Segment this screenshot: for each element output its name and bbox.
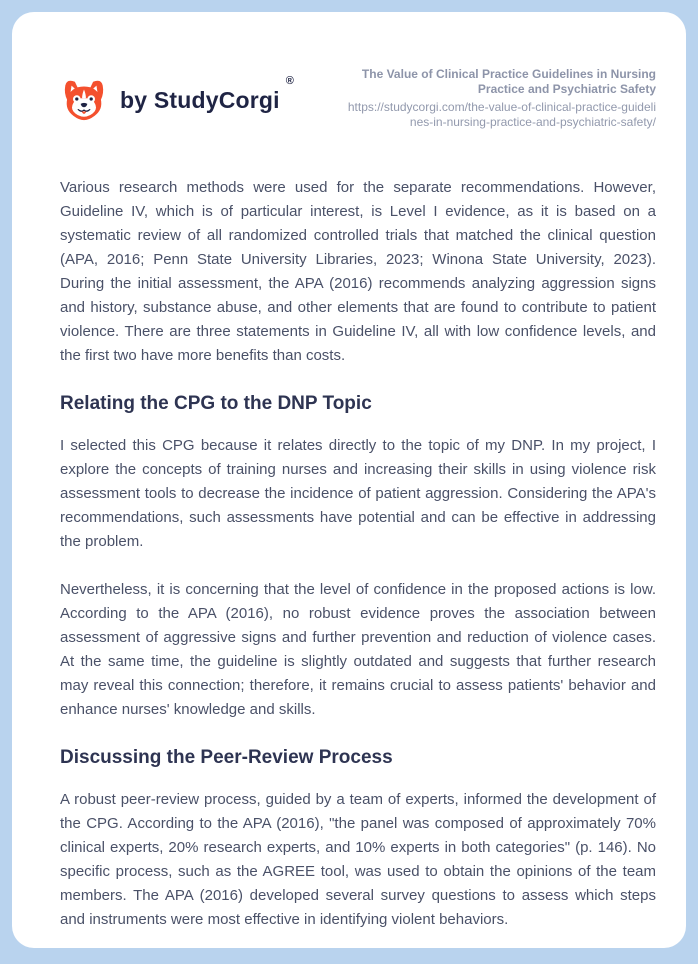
brand-logo[interactable]	[60, 77, 294, 123]
registered-trademark-icon: ®	[285, 75, 294, 87]
document-header	[60, 67, 656, 130]
paragraph-peer-review: A robust peer-review process, guided by a team of experts, informed the development of the CPG. According to the APA (2016), "the panel was composed of approximately 70% clinical experts, 20% research experts, and 10% experts in both categories" (p. 146). No specific process, such as the AGREE tool, was used to obtain the opinions of the team members. The APA (2016) developed several survey questions to assess which steps and instruments were most effective in identifying violent behaviors.	[60, 791, 656, 928]
paragraph-confidence-concern: Nevertheless, it is concerning that the level of confidence in the proposed actions is low. According to the APA (2016), no robust evidence proves the association between assessment of aggressive signs and further prevention and reduction of violence cases. At the same time, the guideline is slightly outdated and suggests that further research may reveal this connection; therefore, it remains crucial to assess patients' behavior and enhance nurses' knowledge and skills.	[60, 581, 656, 718]
document-url-link[interactable]: https://studycorgi.com/the-value-of-clinical-practice-guidelines-in-nursing-practice-and-psychiatric-safety/	[347, 100, 656, 129]
section-heading-peer-review: Discussing the Peer-Review Process	[60, 747, 393, 768]
corgi-face-icon	[60, 77, 108, 123]
document-title: The Value of Clinical Practice Guidelines in Nursing Practice and Psychiatric Safety	[361, 67, 656, 96]
brand-name: by StudyCorgi	[120, 86, 280, 113]
paragraph-evidence-levels: Various research methods were used for the separate recommendations. However, Guideline IV, which is of particular interest, is Level I evidence, as it is based on a systematic review of all randomized controlled trials that matched the clinical question (APA, 2016; Penn State University Libraries, 2023; Winona State University, 2023). During the initial assessment, the APA (2016) recommends analyzing aggression signs and history, substance abuse, and other elements that are found to contribute to patient violence. There are three statements in Guideline IV, all with low confidence levels, and the first two have more benefits than costs.	[60, 179, 656, 364]
article-body	[60, 176, 656, 932]
document-meta	[344, 67, 656, 130]
section-heading-relating-cpg: Relating the CPG to the DNP Topic	[60, 393, 372, 414]
document-card	[12, 12, 686, 948]
paragraph-cpg-selection: I selected this CPG because it relates directly to the topic of my DNP. In my project, I explore the concepts of training nurses and increasing their skills in using violence risk assessment tools to decrease the incidence of patient aggression. Considering the APA's recommendations, such assessments have potential and can be effective in addressing the problem.	[60, 437, 656, 550]
